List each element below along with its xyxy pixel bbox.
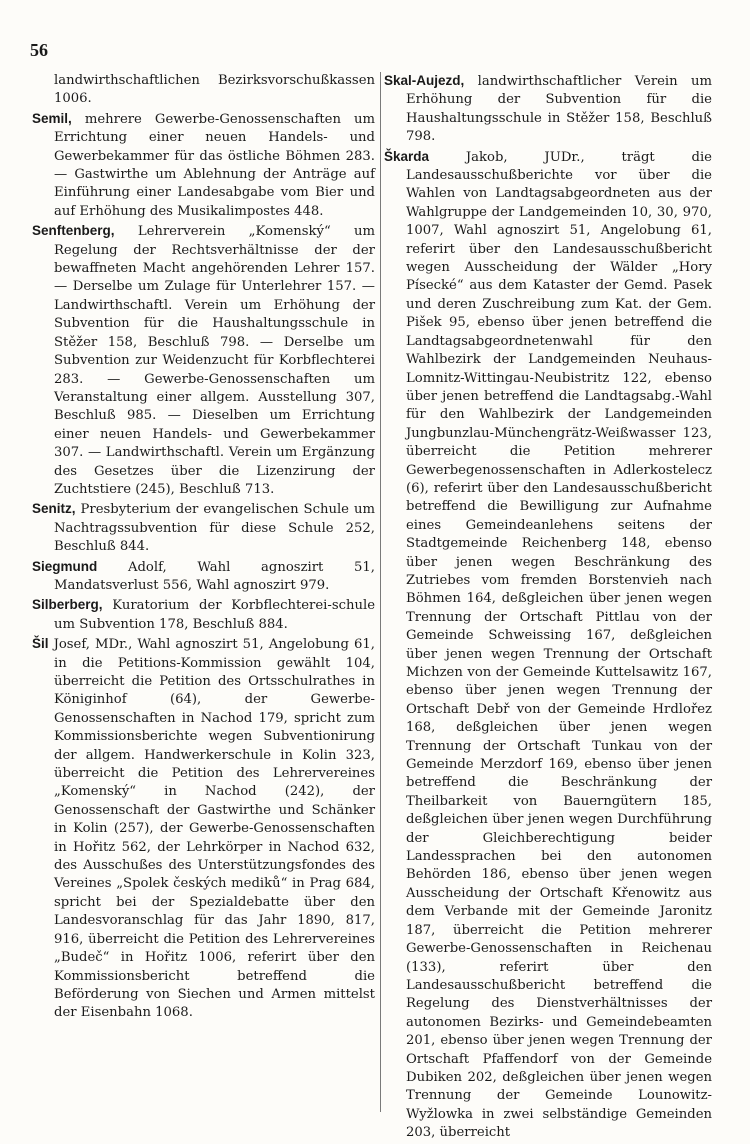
entry-heading: Semil, bbox=[32, 110, 72, 126]
index-column-right bbox=[384, 72, 712, 1144]
entry-heading: Silberberg, bbox=[32, 597, 103, 613]
entry-text: Jakob, JUDr., trägt die Landesausschußberichte vor über die Wahlen von Landtagsabgeordneten aus der Wahlgruppe der Landgemeinden 10, 30, 970, 1007, Wahl agnoszirt 51, Angelobung 61, referirt über den Landesausschußbericht wegen Ausscheidung der Wälder „Hory Písecké“ aus dem Kataster der Gemd. Pasek und deren Zuschreibung zum Kat. der Gem. Pišek 95, ebenso über jenen betreffend die Landtagsabgeordnetenwahl für den Wahlbezirk der Landgemeinden Neuhaus-Lomnitz-Wittingau-Neubistritz 122, ebenso über jenen betreffend die Landtagsabg.-Wahl für den Wahlbezirk der Landgemeinden Jungbunzlau-Münchengrätz-Weißwasser 123, überreicht die Petition mehrerer Gewerbegenossenschaften in Adlerkostelecz (6), referirt über den Landesausschußbericht betreffend die Bewilligung zur Aufnahme eines Gemeindeanlehens seitens der Stadtgemeinde Reichenberg 148, ebenso über jenen wegen Beschränkung des Zutriebes vom fremden Borstenvieh nach Böhmen 164, deßgleichen über jenen wegen Trennung der Ortschaft Pittlau von der Gemeinde Schweissing 167, deßgleichen über jenen wegen Trennung der Ortschaft Michzen von der Gemeinde Kuttelsawitz 167, ebenso über jenen wegen Trennung der Ortschaft Debř von der Gemeinde Hrdlořez 168, deßgleichen über jenen wegen Trennung der Ortschaft Tunkau von der Gemeinde Merzdorf 169, ebenso über jenen betreffend die Beschränkung der Theilbarkeit von Bauerngütern 185, deßgleichen über jenen wegen Durchführung der Gleichberechtigung beider Landessprachen bei den autonomen Behörden 186, ebenso über jenen wegen Ausscheidung der Ortschaft Křenowitz aus dem Verbande mit der Gemeinde Jaronitz 187, überreicht die Petition mehrerer Gewerbe-Genossenschaften in Reichenau (133), referirt über den Landesausschußbericht betreffend die Regelung des Dienstverhältnisses der autonomen Bezirks- und Gemeindebeamten 201, ebenso über jenen wegen Trennung der Ortschaft Pfaffendorf von der Gemeinde Dubiken 202, deßgleichen über jenen wegen Trennung der Gemeinde Lounowitz-Wyžlowka in zwei selbständige Gemeinden 203, überreicht bbox=[406, 149, 712, 1141]
index-entry bbox=[384, 148, 712, 1143]
page-number: 56 bbox=[30, 40, 48, 60]
entry-text: Josef, MDr., Wahl agnoszirt 51, Angelobung 61, in die Petitions-Kommission gewählt 104, überreicht die Petition des Ortsschulrathes in Königinhof (64), der Gewerbe-Genossenschaften in Nachod 179, spricht zum Kommissionsberichte wegen Subventionirung der allgem. Handwerkerschule in Kolin 323, überreicht die Petition des Lehrervereines „Komenský“ in Nachod (242), der Genossenschaft der Gastwirthe und Schänker in Kolin (257), der Gewerbe-Genossenschaften in Hořitz 562, der Lehrkörper in Nachod 632, des Ausschußes des Unterstützungsfondes des Vereines „Spolek českých mediků“ in Prag 684, spricht bei der Spezialdebatte über den Landesvoranschlag für das Jahr 1890, 817, 916, überreicht die Petition des Lehrervereines „Budeč“ in Hořitz 1006, referirt über den Kommissionsbericht betreffend die Beförderung von Siechen und Armen mittelst der Eisenbahn 1068. bbox=[53, 637, 375, 1021]
index-entry bbox=[32, 72, 375, 109]
entry-text: Kuratorium der Korbflechterei-schule um Subvention 178, Beschluß 884. bbox=[54, 598, 375, 632]
entry-text: Lehrerverein „Komenský“ um Regelung der Rechtsverhältnisse der der bewaffneten Macht angehörenden Lehrer 157. — Derselbe um Zulage für Unterlehrer 157. — Landwirthschaftl. Verein um Erhöhung der Subvention für die Haushaltungsschule in Stěžer 158, Beschluß 798. — Derselbe um Subvention zur Weidenzucht für Korbflechterei 283. — Gewerbe-Genossenschaften um Veranstaltung einer allgem. Ausstellung 307, Beschluß 985. — Dieselben um Errichtung einer neuen Handels- und Gewerbekammer 307. — Landwirthschaftl. Verein um Ergänzung des Gesetzes über die Lizenzirung der Zuchtstiere (245), Beschluß 713. bbox=[54, 224, 375, 497]
index-entry bbox=[32, 222, 375, 499]
index-column-left bbox=[32, 72, 375, 1024]
index-entry bbox=[384, 72, 712, 147]
entry-text: Adolf, Wahl agnoszirt 51, Mandatsverlust 556, Wahl agnoszirt 979. bbox=[54, 559, 375, 593]
entry-text: landwirthschaftlicher Verein um Erhöhung der Subvention für die Haushaltungsschule in Stěžer 158, Beschluß 798. bbox=[406, 74, 712, 145]
index-entry bbox=[32, 635, 375, 1023]
index-entry bbox=[32, 596, 375, 634]
entry-text: landwirthschaftlichen Bezirksvorschußkassen 1006. bbox=[54, 73, 375, 107]
index-entry bbox=[32, 110, 375, 221]
entry-heading: Škarda bbox=[384, 148, 430, 164]
entry-heading: Skal-Aujezd, bbox=[384, 73, 465, 88]
column-divider bbox=[380, 72, 381, 1112]
entry-heading: Senftenberg, bbox=[32, 223, 115, 239]
entry-heading: Senitz, bbox=[32, 501, 76, 517]
entry-text: Presbyterium der evangelischen Schule um Nachtragssubvention für diese Schule 252, Beschluß 844. bbox=[54, 502, 375, 555]
index-entry bbox=[32, 500, 375, 556]
index-entry bbox=[32, 558, 375, 596]
entry-heading: Šil bbox=[32, 636, 49, 652]
entry-text: mehrere Gewerbe-Genossenschaften um Errichtung einer neuen Handels- und Gewerbekammer für das östliche Böhmen 283. — Gastwirthe um Ablehnung der Anträge auf Einführung einer Landesabgabe vom Bier und auf Erhöhung des Musikalimpostes 448. bbox=[54, 111, 375, 219]
entry-heading: Siegmund bbox=[32, 558, 98, 574]
